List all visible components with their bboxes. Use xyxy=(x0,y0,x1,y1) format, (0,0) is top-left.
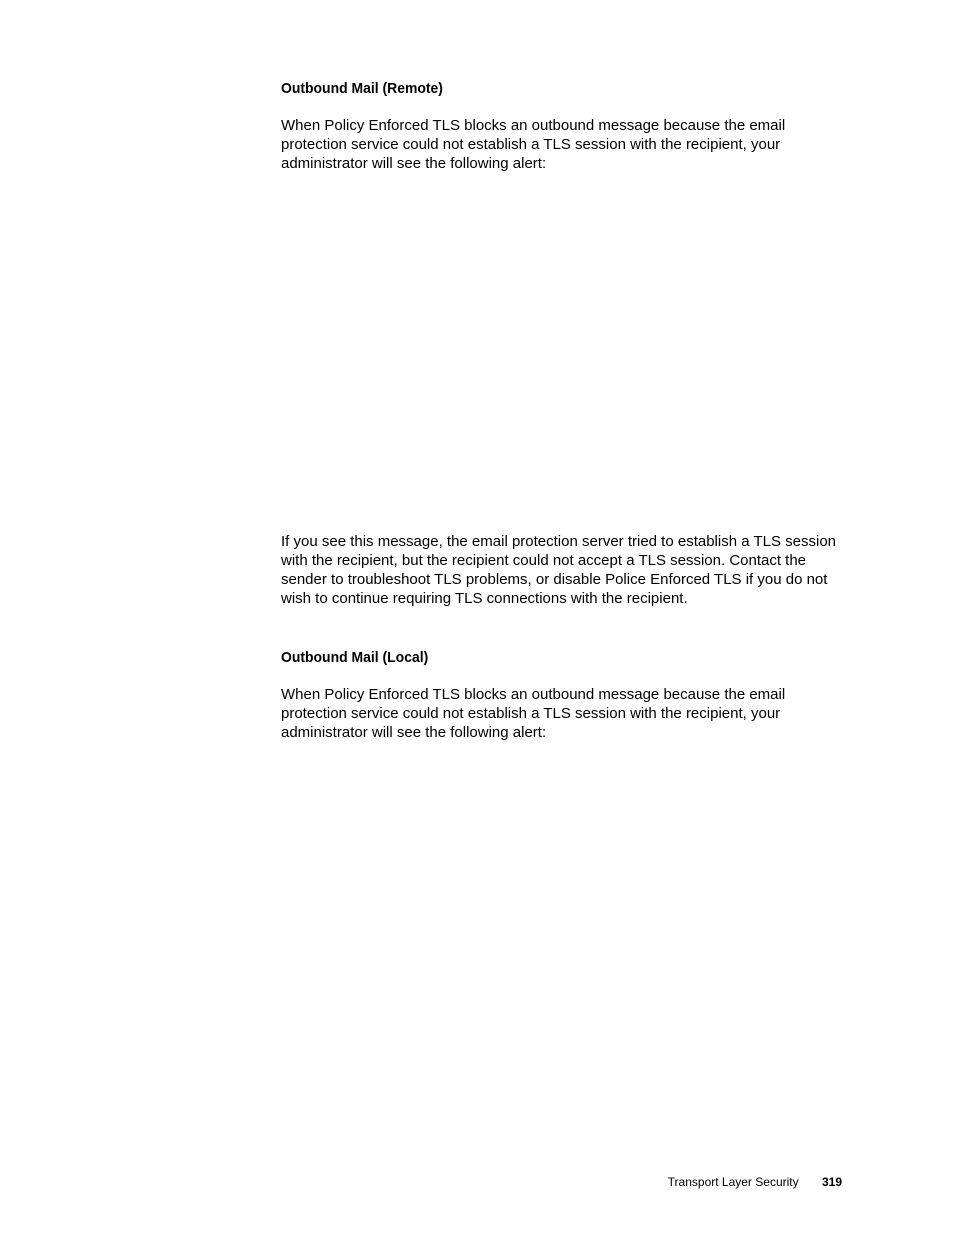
paragraph-remote-intro: When Policy Enforced TLS blocks an outbound message because the email protection service could not establish a TLS session with the recipient, your administrator will see the following alert: xyxy=(281,117,786,172)
paragraph-local-intro: When Policy Enforced TLS blocks an outbound message because the email protection service could not establish a TLS session with the recipient, your administrator will see the following alert: xyxy=(281,686,786,741)
alert-figure-placeholder-remote xyxy=(281,180,841,520)
section-heading-outbound-remote: Outbound Mail (Remote) xyxy=(281,80,443,97)
page-footer xyxy=(560,1174,842,1190)
footer-page-number: 319 xyxy=(821,1175,842,1189)
alert-figure-placeholder-local xyxy=(281,750,841,1150)
section-heading-outbound-local: Outbound Mail (Local) xyxy=(281,649,429,666)
paragraph-remote-explanation: If you see this message, the email protection server tried to establish a TLS session with the recipient, but the recipient could not accept a TLS session. Contact the sender to troubleshoot TLS problems, or disable Police Enforced TLS if you do not wish to continue requiring TLS connections with the recipient. xyxy=(281,533,836,607)
footer-section-title: Transport Layer Security xyxy=(667,1175,799,1189)
